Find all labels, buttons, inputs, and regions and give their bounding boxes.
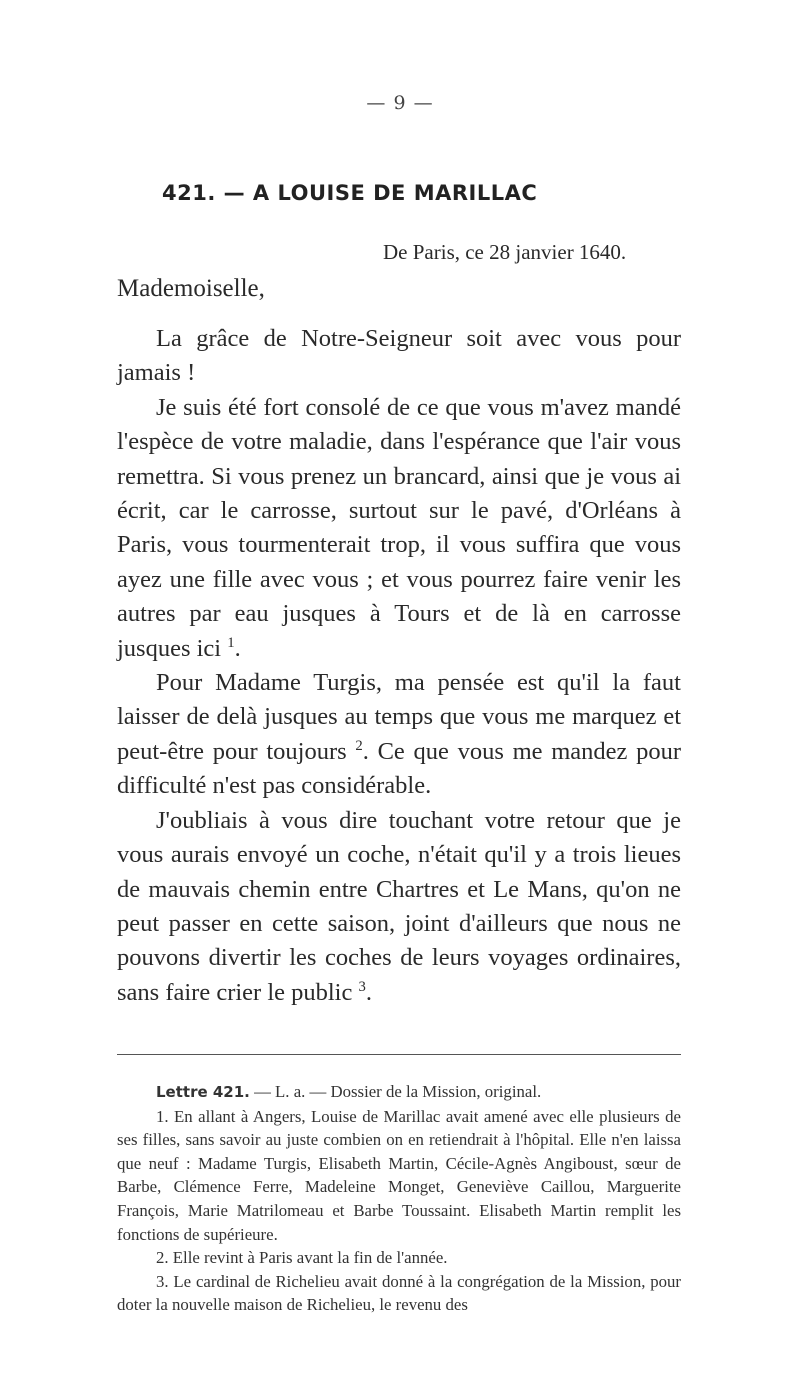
body-paragraph: Je suis été fort consolé de ce que vous m'avez mandé l'espèce de votre maladie, dans l'espérance que l'air vous remettra. Si vous prenez un brancard, ainsi que je vous ai écrit, car le carrosse, surtout sur le pavé, d'Orléans à Paris, vous tourmenterait trop, il vous suffira que vous ayez une fille avec vous ; et vous pourrez faire venir les autres par eau jusques à Tours et de là en carrosse jusques ici $^1$. <box>117 393 681 662</box>
letter-label: Lettre 421. <box>156 1083 250 1101</box>
body-paragraph: La grâce de Notre-Seigneur soit avec vous pour jamais ! <box>117 325 681 387</box>
page-number: — 9 — <box>366 92 434 114</box>
salutation: Mademoiselle, <box>117 275 265 302</box>
footnote-divider <box>117 1054 681 1055</box>
source-note: Lettre 421. — L. a. — Dossier de la Mission, original. <box>156 1082 542 1101</box>
footnote: 2. Elle revint à Paris avant la fin de l'année. <box>156 1248 448 1268</box>
footnote: 1. En allant à Angers, Louise de Marillac avait amené avec elle plusieurs de ses filles, sans savoir au juste combien on en retiendrait à l'hôpital. Elle n'en laissa que neuf : Madame Turgis, Elisabeth Martin, Cécile-Agnès Angiboust, sœur de Barbe, Clémence Ferre, Madeleine Monget, Geneviève Caillou, Marguerite François, Marie Matrilomeau et Barbe Toussaint. Elisabeth Martin remplit les fonctions de supérieure. <box>117 1106 681 1244</box>
footnote: 3. Le cardinal de Richelieu avait donné à la congrégation de la Mission, pour doter la nouvelle maison de Richelieu, le revenu des <box>117 1271 681 1315</box>
letter-body <box>117 322 681 1010</box>
dateline: De Paris, ce 28 janvier 1640. <box>383 240 627 264</box>
footnote-ref: 3 <box>358 978 366 995</box>
letter-heading: 421. — A LOUISE DE MARILLAC <box>162 181 538 205</box>
footnote-ref: 2 <box>355 737 363 754</box>
footnote-ref: 1 <box>227 634 235 651</box>
footnotes <box>117 1080 681 1317</box>
body-paragraph: J'oubliais à vous dire touchant votre retour que je vous aurais envoyé un coche, n'était qu'il y a trois lieues de mauvais chemin entre Chartres et Le Mans, qu'on ne peut passer en cette saison, joint d'ailleurs que nous ne pouvons divertir les coches de leurs voyages ordinaires, sans faire crier le public $^3$. <box>117 806 681 1006</box>
body-paragraph: Pour Madame Turgis, ma pensée est qu'il la faut laisser de delà jusques au temps que vous me marquez et peut-être pour toujours $^2$. Ce que vous me mandez pour difficulté n'est pas considérable. <box>117 669 681 800</box>
